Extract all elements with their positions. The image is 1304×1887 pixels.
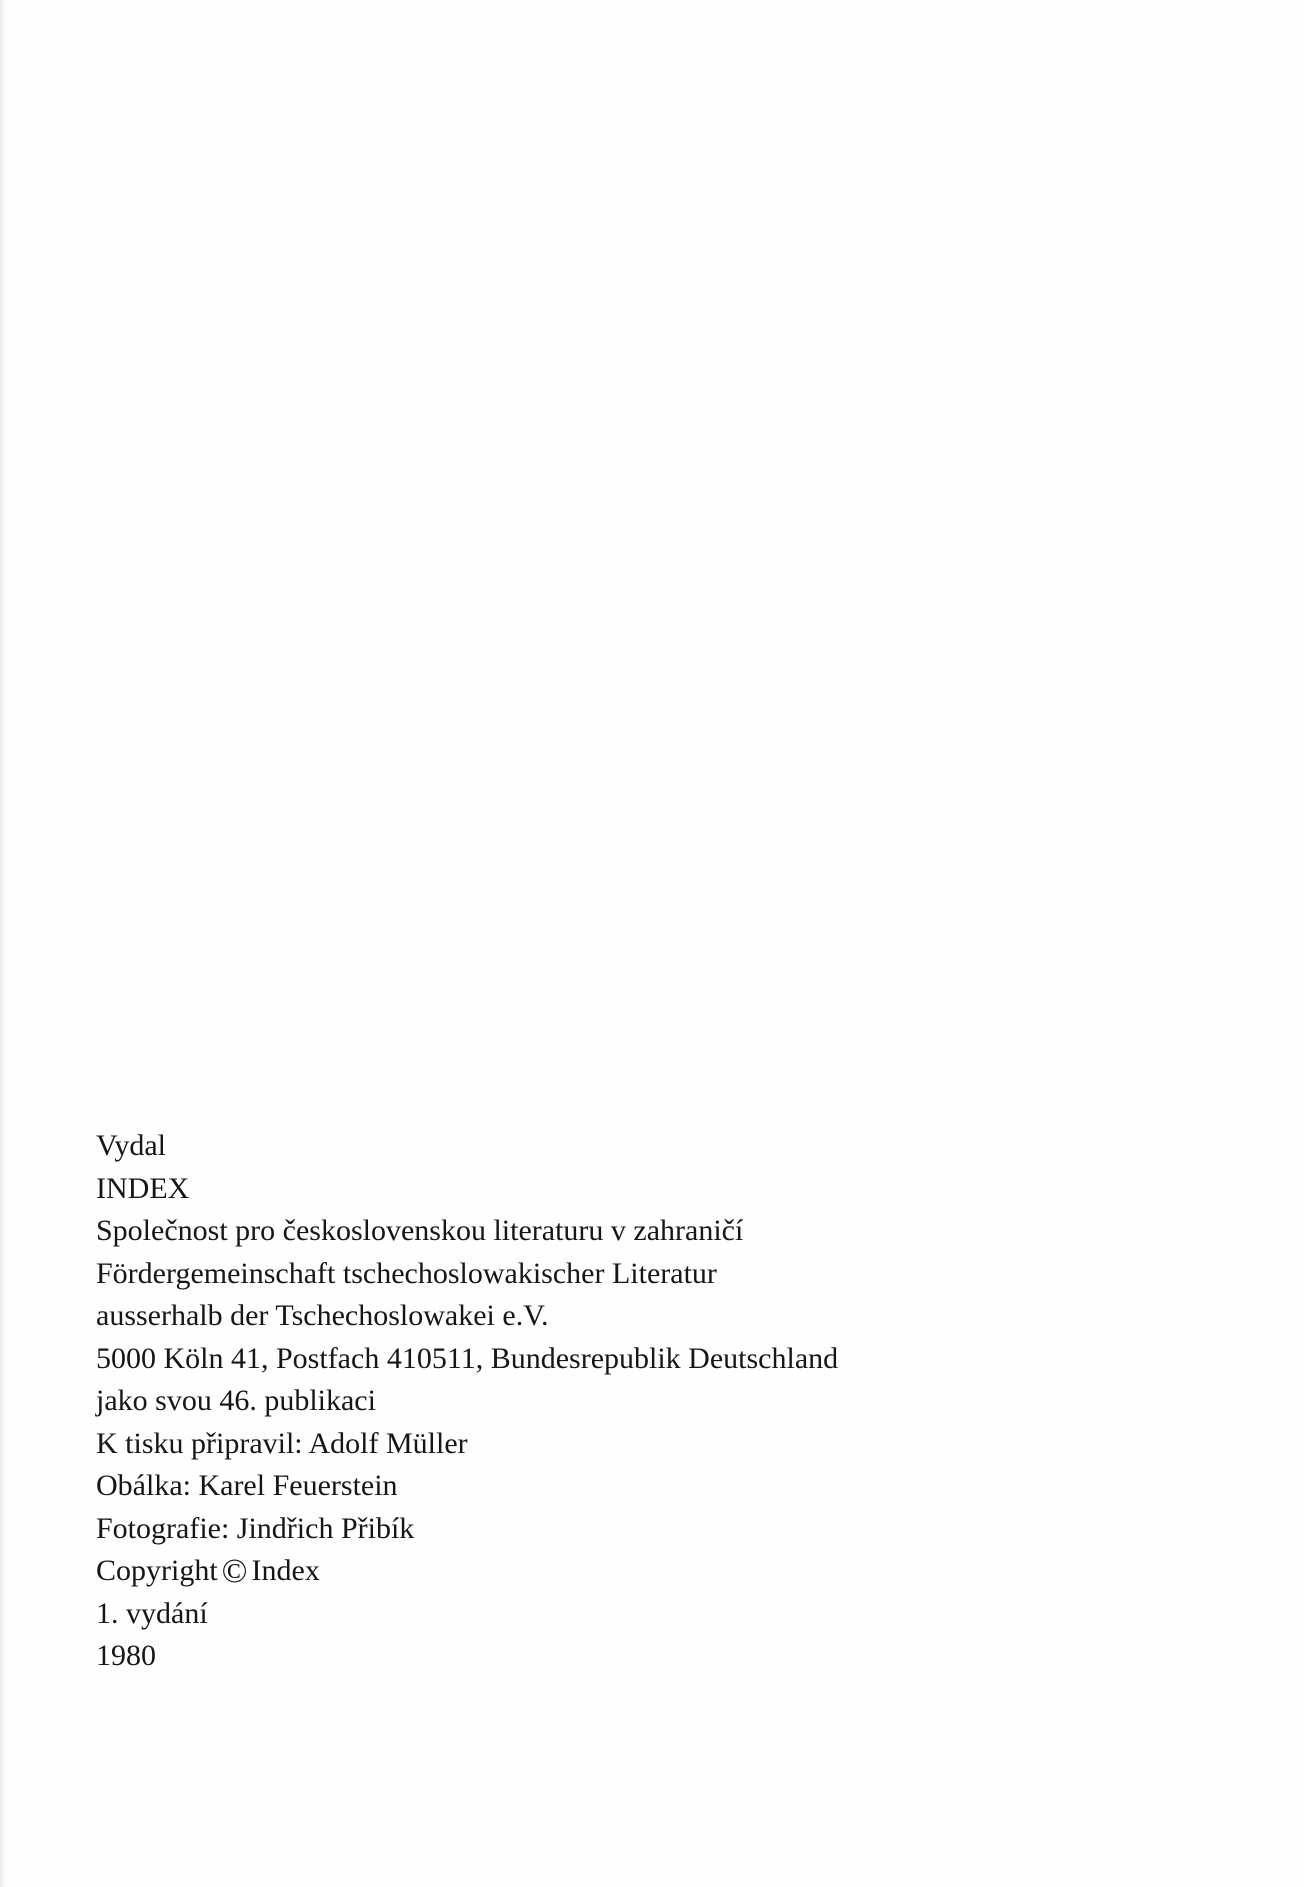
imprint-line-cover: Obálka: Karel Feuerstein <box>96 1469 398 1502</box>
imprint-line-photography: Fotografie: Jindřich Přibík <box>96 1511 415 1545</box>
imprint-line-publisher-name: INDEX <box>96 1171 190 1205</box>
imprint-line-year: 1980 <box>96 1639 156 1672</box>
imprint-line-editor: K tisku připravil: Adolf Müller <box>96 1426 468 1460</box>
imprint-block <box>96 1125 1246 1678</box>
imprint-line-society-czech: Společnost pro československou literaturu v zahraničí <box>96 1214 744 1247</box>
imprint-line-address: 5000 Köln 41, Postfach 410511, Bundesrepublik Deutschland <box>96 1341 839 1375</box>
copyright-holder: Index <box>251 1554 320 1587</box>
imprint-line-publisher-label: Vydal <box>96 1129 166 1162</box>
imprint-line-publication-number: jako svou 46. publikaci <box>96 1384 376 1417</box>
imprint-line-society-german: Fördergemeinschaft tschechoslowakischer Literatur <box>96 1256 717 1290</box>
copyright-label: Copyright <box>96 1554 218 1587</box>
imprint-line-edition: 1. vydání <box>96 1596 208 1630</box>
imprint-line-society-german-cont: ausserhalb der Tschechoslowakei e.V. <box>96 1299 549 1332</box>
copyright-icon: © <box>221 1553 248 1590</box>
imprint-line-copyright <box>96 1550 1246 1593</box>
page-binding-edge <box>0 0 6 1887</box>
